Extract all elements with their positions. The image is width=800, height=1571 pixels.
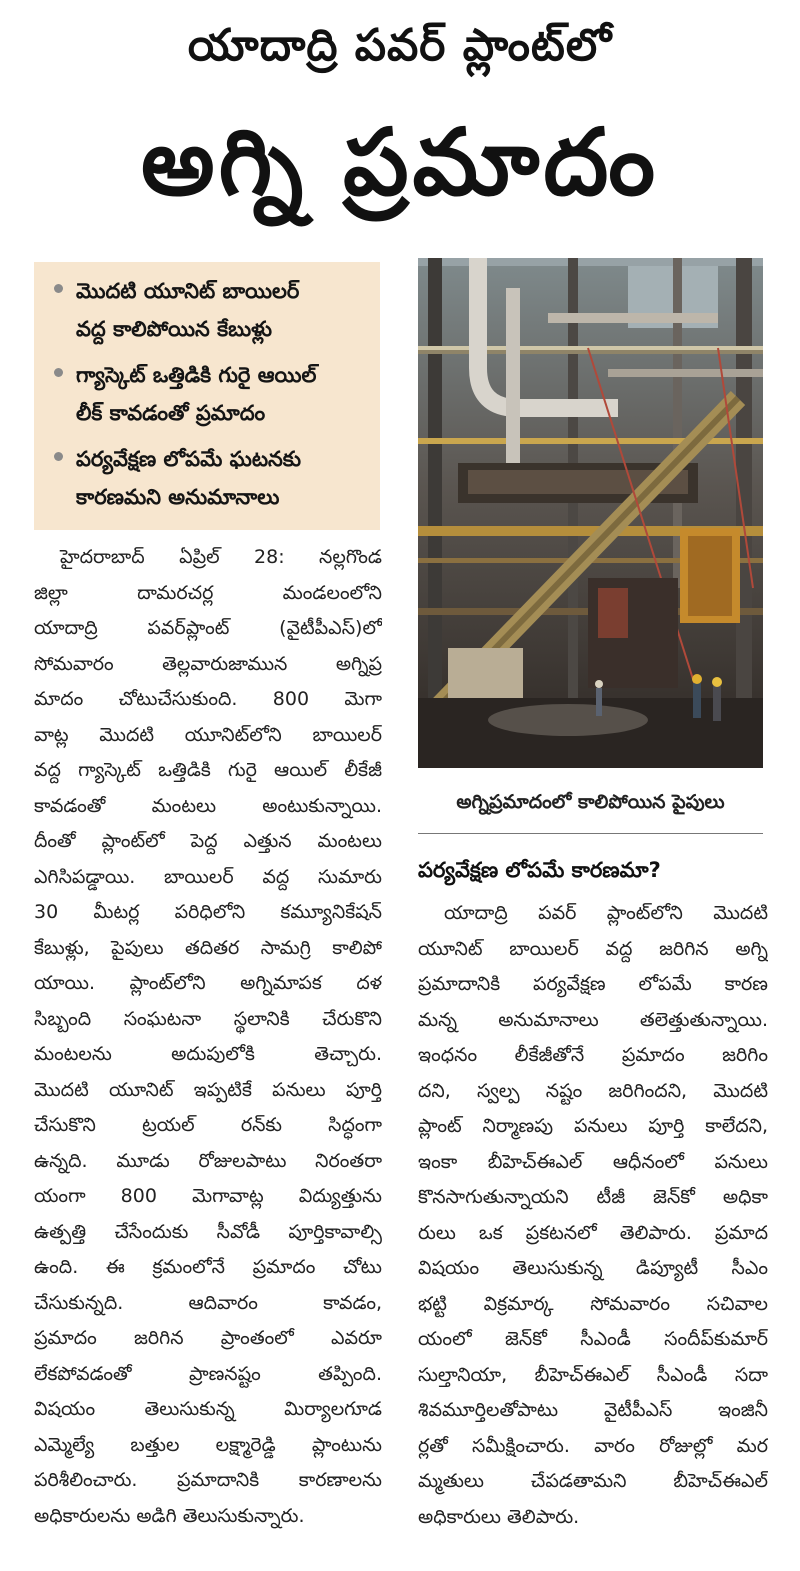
highlight-item bbox=[54, 356, 368, 432]
article-line: 30 మీటర్ల పరిధిలోని కమ్యూనికేషన్‌ bbox=[34, 901, 382, 923]
article-line: దీంతో ప్లాంట్‌లో పెద్ద ఎత్తున మంటలు bbox=[34, 830, 382, 852]
sidebar-line: మన్న అనుమానాలు తలెత్తుతున్నాయి. bbox=[418, 1008, 768, 1031]
sidebar-line: ర్లతో సమీక్షించారు. వారం రోజుల్లో మర bbox=[418, 1434, 768, 1457]
sidebar-heading: పర్యవేక్షణ లోపమే కారణమా? bbox=[418, 858, 661, 882]
article-line: విషయం తెలుసుకున్న మిర్యాలగూడ bbox=[34, 1398, 382, 1420]
article-line: పరిశీలించారు. ప్రమాదానికి కారణాలను bbox=[34, 1469, 382, 1491]
highlights-box bbox=[34, 262, 380, 530]
bullet-icon bbox=[54, 452, 63, 461]
article-line: మంటలను అదుపులోకి తెచ్చారు. bbox=[34, 1043, 382, 1065]
bullet-icon bbox=[54, 368, 63, 377]
highlight-line: కారణమని అనుమానాలు bbox=[76, 485, 280, 509]
sidebar-line: సుల్తానియా, బీహెచ్‌ఈఎల్‌ సీఎండీ సదా bbox=[418, 1363, 768, 1386]
article-line: కావడంతో మంటలు అంటుకున్నాయి. bbox=[34, 794, 382, 817]
article-line: ఉత్పత్తి చేసేందుకు సీవోడీ పూర్తికావాల్సి bbox=[34, 1220, 382, 1243]
sidebar-line: ప్రమాదానికి పర్యవేక్షణ లోపమే కారణ bbox=[418, 973, 768, 995]
sidebar-line: శివమూర్తిలతోపాటు వైటీపీఎస్‌ ఇంజినీ bbox=[418, 1399, 768, 1421]
headline-main: అగ్ని ప్రమాదం bbox=[140, 109, 660, 216]
photo-caption: అగ్నిప్రమాదంలో కాలిపోయిన పైపులు bbox=[456, 791, 725, 813]
sidebar-line: రులు ఒక ప్రకటనలో తెలిపారు. ప్రమాద bbox=[418, 1221, 768, 1244]
article-line: యంగా 800 మెగావాట్ల విద్యుత్తును bbox=[34, 1185, 382, 1207]
article-line: లేకపోవడంతో ప్రాణనష్టం తప్పింది. bbox=[34, 1362, 382, 1385]
article-line: మొదటి యూనిట్‌ ఇప్పటికే పనులు పూర్తి bbox=[34, 1078, 382, 1101]
sidebar-line: ప్లాంట్‌ నిర్మాణపు పనులు పూర్తి కాలేదని, bbox=[418, 1115, 768, 1137]
article-line: జిల్లా దామరచర్ల మండలంలోని bbox=[34, 581, 382, 604]
article-line: సిబ్బంది సంఘటనా స్థలానికి చేరుకొని bbox=[34, 1007, 382, 1030]
sidebar-line: విషయం తెలుసుకున్న డిప్యూటీ సీఎం bbox=[418, 1257, 768, 1279]
bullet-icon bbox=[54, 284, 63, 293]
article-line: యాయి. ప్లాంట్‌లోని అగ్నిమాపక దళ bbox=[34, 972, 382, 994]
highlight-line: పర్యవేక్షణ లోపమే ఘటనకు bbox=[76, 447, 302, 471]
article-line: అధికారులను అడిగి తెలుసుకున్నారు. bbox=[34, 1504, 305, 1527]
sidebar-line: భట్టి విక్రమార్క సోమవారం సచివాల bbox=[418, 1292, 768, 1315]
highlight-line: గ్యాస్కెట్ ఒత్తిడికి గురై ఆయిల్ bbox=[76, 363, 317, 387]
sidebar-line: యాదాద్రి పవర్‌ ప్లాంట్‌లోని మొదటి bbox=[444, 902, 768, 924]
article-line: చేసుకొని ట్రయల్‌ రన్‌కు సిద్ధంగా bbox=[34, 1114, 382, 1136]
article-line: హైదరాబాద్‌ ఏప్రిల్‌ 28: నల్లగొండ bbox=[60, 546, 382, 568]
article-body bbox=[34, 540, 382, 1534]
sidebar-line: యంలో జెన్‌కో సీఎండీ సందీప్‌కుమార్‌ bbox=[418, 1328, 768, 1350]
article-line: ఎమ్మెల్యే బత్తుల లక్ష్మారెడ్డి ప్లాంటును bbox=[34, 1433, 382, 1456]
sidebar-line: కొనసాగుతున్నాయని టీజీ జెన్‌కో అధికా bbox=[418, 1186, 768, 1208]
sidebar-line: దని, స్వల్ప నష్టం జరిగిందని, మొదటి bbox=[418, 1079, 768, 1102]
highlight-item bbox=[54, 440, 368, 516]
highlight-line: వద్ద కాలిపోయిన కేబుళ్లు bbox=[76, 317, 272, 341]
article-line: ఉంది. ఈ క్రమంలోనే ప్రమాదం చోటు bbox=[34, 1256, 382, 1278]
power-plant-photo bbox=[418, 258, 763, 768]
article-line: ప్రమాదం జరిగిన ప్రాంతంలో ఎవరూ bbox=[34, 1327, 382, 1349]
sidebar-body bbox=[418, 896, 768, 1535]
sidebar-line: యూనిట్‌ బాయిలర్‌ వద్ద జరిగిన అగ్ని bbox=[418, 937, 768, 960]
headline-kicker: యాదాద్రి పవర్ ప్లాంట్‌లో bbox=[187, 20, 613, 71]
article-line: యాదాద్రి పవర్‌ప్లాంట్‌ (వైటీపీఎస్‌)లో bbox=[34, 617, 382, 639]
highlight-line: లీక్ కావడంతో ప్రమాదం bbox=[76, 401, 266, 425]
article-line: వాట్ల మొదటి యూనిట్‌లోని బాయిలర్‌ bbox=[34, 723, 382, 746]
sidebar-line: ఇంకా బీహెచ్‌ఈఎల్‌ ఆధీనంలో పనులు bbox=[418, 1150, 768, 1173]
article-line: మాదం చోటుచేసుకుంది. 800 మెగా bbox=[34, 688, 382, 710]
article-line: ఎగిసిపడ్డాయి. బాయిలర్‌ వద్ద సుమారు bbox=[34, 865, 382, 888]
sidebar-line: అధికారులు తెలిపారు. bbox=[418, 1505, 580, 1528]
article-line: ఉన్నది. మూడు రోజులపాటు నిరంతరా bbox=[34, 1149, 382, 1172]
news-photo bbox=[418, 258, 763, 768]
sidebar-line: మ్మతులు చేపడతామని బీహెచ్‌ఈఎల్‌ bbox=[418, 1470, 768, 1492]
highlight-item bbox=[54, 272, 368, 348]
caption-divider bbox=[418, 833, 763, 834]
highlight-line: మొదటి యూనిట్ బాయిలర్ bbox=[76, 279, 300, 303]
article-line: వద్ద గ్యాస్కెట్‌ ఒత్తిడికి గురై ఆయిల్‌ లీకేజీ bbox=[34, 759, 382, 781]
article-line: కేబుళ్లు, పైపులు తదితర సామగ్రి కాలిపో bbox=[34, 936, 382, 959]
article-line: చేసుకున్నది. ఆదివారం కావడం, bbox=[34, 1291, 382, 1314]
article-line: సోమవారం తెల్లవారుజామున అగ్నిప్ర bbox=[34, 652, 382, 675]
sidebar-line: ఇంధనం లీకేజీతోనే ప్రమాదం జరిగిం bbox=[418, 1044, 768, 1066]
